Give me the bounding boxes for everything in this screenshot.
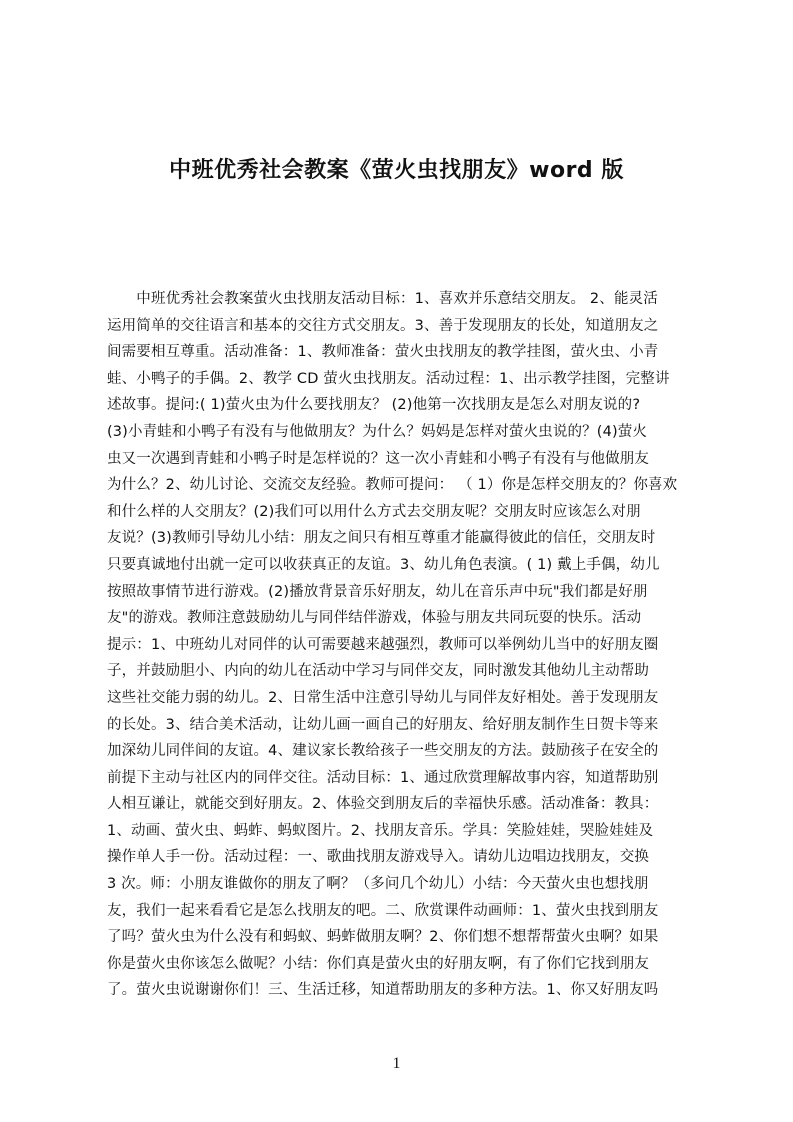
body-line: 人相互谦让，就能交到好朋友。2、体验交到朋友后的幸福快乐感。活动准备：教具： bbox=[107, 796, 659, 813]
body-line: 这些社交能力弱的幼儿。2、日常生活中注意引导幼儿与同伴友好相处。善于发现朋友 bbox=[107, 689, 659, 706]
body-line: 提示：1、中班幼儿对同伴的认可需要越来越强烈，教师可以举例幼儿当中的好朋友圈 bbox=[107, 636, 659, 653]
body-line: 虫又一次遇到青蛙和小鸭子时是怎样说的？这一次小青蛙和小鸭子有没有与他做朋友 bbox=[107, 450, 650, 467]
body-line: 子，并鼓励胆小、内向的幼儿在活动中学习与同伴交友，同时激发其他幼儿主动帮助 bbox=[107, 663, 650, 680]
body-line: 蛙、小鸭子的手偶。2、教学 CD 萤火虫找朋友。活动过程：1、出示教学挂图，完整讲 bbox=[107, 370, 670, 387]
body-line: 友说？(3)教师引导幼儿小结：朋友之间只有相互尊重才能赢得彼此的信任，交朋友时 bbox=[107, 530, 656, 547]
body-line: 1、动画、萤火虫、蚂蚱、蚂蚁图片。2、找朋友音乐。学具：笑脸娃娃，哭脸娃娃及 bbox=[107, 822, 654, 839]
body-line: 友"的游戏。教师注意鼓励幼儿与同伴结伴游戏，体验与朋友共同玩耍的快乐。活动 bbox=[107, 610, 642, 627]
body-line: 友，我们一起来看看它是怎么找朋友的吧。二、欣赏课件动画师：1、萤火虫找到朋友 bbox=[107, 902, 659, 919]
body-line: 只要真诚地付出就一定可以收获真正的友谊。3、幼儿角色表演。( 1) 戴上手偶，幼儿 bbox=[107, 556, 660, 573]
body-line: 和什么样的人交朋友？(2)我们可以用什么方式去交朋友呢？交朋友时应该怎么对朋 bbox=[107, 503, 641, 520]
body-line: 中班优秀社会教案萤火虫找朋友活动目标：1、喜欢并乐意结交朋友。 2、能灵活 bbox=[107, 291, 658, 307]
body-line: 了吗？萤火虫为什么没有和蚂蚁、蚂蚱做朋友啊？2、你们想不想帮帮萤火虫啊？如果 bbox=[107, 929, 659, 946]
body-line: (3)小青蛙和小鸭子有没有与他做朋友？为什么？妈妈是怎样对萤火虫说的？(4)萤火 bbox=[107, 423, 648, 440]
body-line: 的长处。3、结合美术活动，让幼儿画一画自己的好朋友、给好朋友制作生日贺卡等来 bbox=[107, 716, 659, 733]
body-line: 运用简单的交往语言和基本的交往方式交朋友。3、善于发现朋友的长处，知道朋友之 bbox=[107, 317, 659, 334]
document-title: 中班优秀社会教案《萤火虫找朋友》word 版 bbox=[169, 157, 624, 183]
body-line: 为什么？2、幼儿讨论、交流交友经验。教师可提问： （ 1）你是怎样交朋友的？你喜欢 bbox=[107, 477, 678, 494]
body-line: 间需要相互尊重。活动准备：1、教师准备：萤火虫找朋友的教学挂图，萤火虫、小青 bbox=[107, 344, 659, 361]
body-line: 3 次。师：小朋友谁做你的朋友了啊？（多问几个幼儿）小结：今天萤火虫也想找朋 bbox=[107, 876, 649, 893]
body-line: 你是萤火虫你该怎么做呢？小结：你们真是萤火虫的好朋友啊，有了你们它找到朋友 bbox=[107, 955, 650, 972]
body-line: 了。萤火虫说谢谢你们！三、生活迁移，知道帮助朋友的多种方法。1、你又好朋友吗 bbox=[107, 982, 659, 999]
body-line: 加深幼儿同伴间的友谊。4、建议家长教给孩子一些交朋友的方法。鼓励孩子在安全的 bbox=[107, 743, 659, 760]
body-line: 前提下主动与社区内的同伴交往。活动目标：1、通过欣赏理解故事内容，知道帮助别 bbox=[107, 769, 659, 786]
body-line: 按照故事情节进行游戏。(2)播放背景音乐好朋友，幼儿在音乐声中玩"我们都是好朋 bbox=[107, 583, 648, 600]
document-body bbox=[107, 286, 699, 999]
body-line: 操作单人手一份。活动过程：一、歌曲找朋友游戏导入。请幼儿边唱边找朋友，交换 bbox=[107, 849, 650, 866]
page-number: 1 bbox=[392, 1055, 401, 1072]
body-line: 述故事。提问:( 1)萤火虫为什么要找朋友？ (2)他第一次找朋友是怎么对朋友说的? bbox=[107, 397, 641, 414]
